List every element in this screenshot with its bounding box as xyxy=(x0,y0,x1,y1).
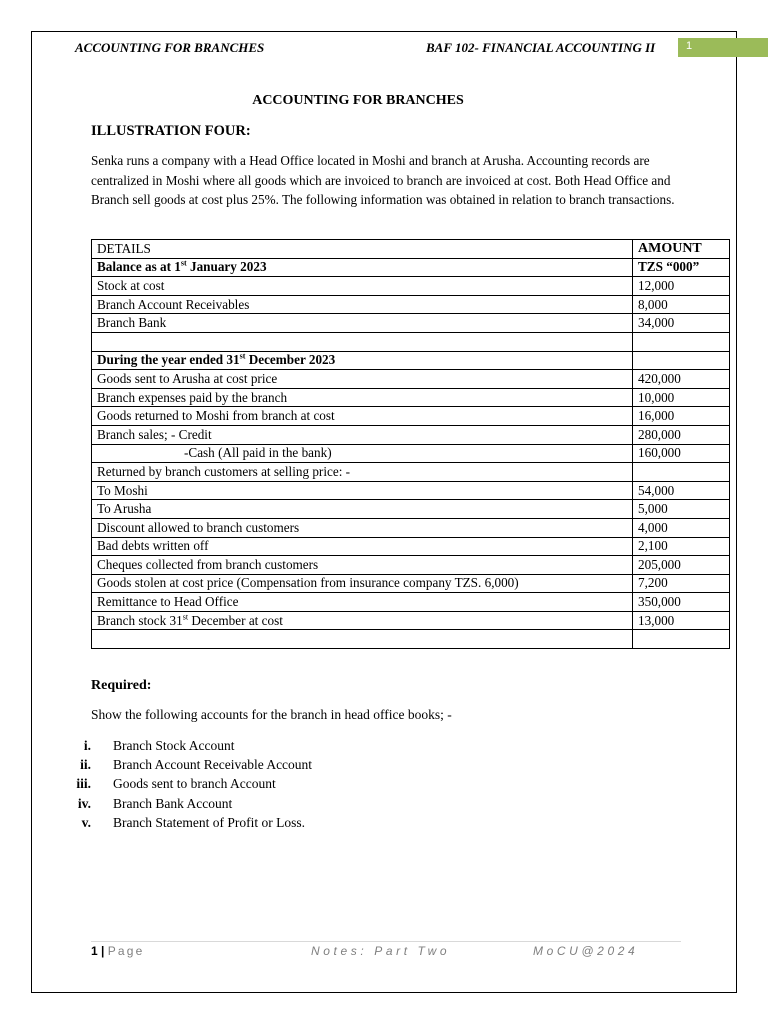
row-label: Stock at cost xyxy=(92,277,633,296)
empty-row xyxy=(92,630,730,649)
row-label: To Arusha xyxy=(92,500,633,519)
table-header-row xyxy=(92,240,730,259)
row-amount: 420,000 xyxy=(633,370,730,389)
row-label: Discount allowed to branch customers xyxy=(92,518,633,537)
row-label: Branch Bank xyxy=(92,314,633,333)
row-amount: 4,000 xyxy=(633,518,730,537)
table-row xyxy=(92,537,730,556)
row-amount: 5,000 xyxy=(633,500,730,519)
page-number-tab xyxy=(678,38,768,57)
illustration-heading: ILLUSTRATION FOUR: xyxy=(91,123,251,139)
table-row xyxy=(92,574,730,593)
footer-page-number: 1 | Page xyxy=(91,944,145,958)
table-row xyxy=(92,463,730,482)
row-amount: 16,000 xyxy=(633,407,730,426)
branch-data-table xyxy=(91,239,730,649)
row-label: -Cash (All paid in the bank) xyxy=(92,444,633,463)
required-list xyxy=(55,736,312,832)
table-row xyxy=(92,277,730,296)
row-amount: 160,000 xyxy=(633,444,730,463)
page-title: ACCOUNTING FOR BRANCHES xyxy=(252,93,464,108)
row-label: Branch sales; - Credit xyxy=(92,425,633,444)
closing-stock-row xyxy=(92,611,730,630)
row-amount xyxy=(633,463,730,482)
row-label: Branch Account Receivables xyxy=(92,295,633,314)
row-label: Branch stock 31st December at cost xyxy=(92,611,633,630)
row-label: Goods sent to Arusha at cost price xyxy=(92,370,633,389)
required-heading: Required: xyxy=(91,678,152,693)
row-amount: 7,200 xyxy=(633,574,730,593)
table-row xyxy=(92,481,730,500)
list-item: i. Branch Stock Account xyxy=(83,738,235,753)
row-label: Bad debts written off xyxy=(92,537,633,556)
details-header: DETAILS xyxy=(92,240,633,259)
intro-paragraph: Senka runs a company with a Head Office located in Moshi and branch at Arusha. Accounting records are centralized in Moshi where all goods which are invoiced to branch are invoiced at cost. Both Head Office and Branch sell goods at cost plus 25%. The following information was obtained in relation to branch transactions. xyxy=(91,153,675,207)
running-header-left: ACCOUNTING FOR BRANCHES xyxy=(75,40,265,55)
list-item: iv. Branch Bank Account xyxy=(77,795,233,811)
amount-header: AMOUNT xyxy=(633,240,730,259)
row-amount: 12,000 xyxy=(633,277,730,296)
list-item: ii. Branch Account Receivable Account xyxy=(80,757,313,773)
row-label: Goods returned to Moshi from branch at cost xyxy=(92,407,633,426)
table-row xyxy=(92,425,730,444)
table-row xyxy=(92,556,730,575)
row-label: Remittance to Head Office xyxy=(92,593,633,612)
row-amount: 350,000 xyxy=(633,593,730,612)
list-item: v. Branch Statement of Profit or Loss. xyxy=(81,814,305,830)
running-header-right: BAF 102- FINANCIAL ACCOUNTING II xyxy=(426,40,656,55)
table-row xyxy=(92,314,730,333)
table-row xyxy=(92,295,730,314)
year-heading-row xyxy=(92,351,730,370)
row-label: Branch expenses paid by the branch xyxy=(92,388,633,407)
empty-row xyxy=(92,332,730,351)
row-amount: 280,000 xyxy=(633,425,730,444)
row-label: To Moshi xyxy=(92,481,633,500)
footer-organization: MoCU@2024 xyxy=(533,944,639,958)
page-number-tab-label: 1 xyxy=(686,40,693,52)
row-label: Goods stolen at cost price (Compensation from insurance company TZS. 6,000) xyxy=(92,574,633,593)
row-amount: 54,000 xyxy=(633,481,730,500)
row-label: Returned by branch customers at selling price: - xyxy=(92,463,633,482)
row-amount: 8,000 xyxy=(633,295,730,314)
row-label: Cheques collected from branch customers xyxy=(92,556,633,575)
table-row xyxy=(92,388,730,407)
table-row xyxy=(92,593,730,612)
table-row xyxy=(92,518,730,537)
footer-notes: Notes: Part Two xyxy=(311,944,451,958)
year-heading: During the year ended 31st December 2023 xyxy=(92,351,633,370)
row-amount: 205,000 xyxy=(633,556,730,575)
table-row xyxy=(92,370,730,389)
table-row xyxy=(92,444,730,463)
row-amount: 10,000 xyxy=(633,388,730,407)
row-amount: 34,000 xyxy=(633,314,730,333)
list-item: iii. Goods sent to branch Account xyxy=(76,776,276,792)
row-amount: 13,000 xyxy=(633,611,730,630)
table-row xyxy=(92,500,730,519)
balance-heading: Balance as at 1st January 2023 xyxy=(92,258,633,277)
row-amount: 2,100 xyxy=(633,537,730,556)
table-row xyxy=(92,407,730,426)
balance-heading-row xyxy=(92,258,730,277)
currency-label: TZS “000” xyxy=(633,258,730,277)
required-instruction: Show the following accounts for the branch in head office books; - xyxy=(91,707,452,722)
footer-divider xyxy=(91,941,681,942)
